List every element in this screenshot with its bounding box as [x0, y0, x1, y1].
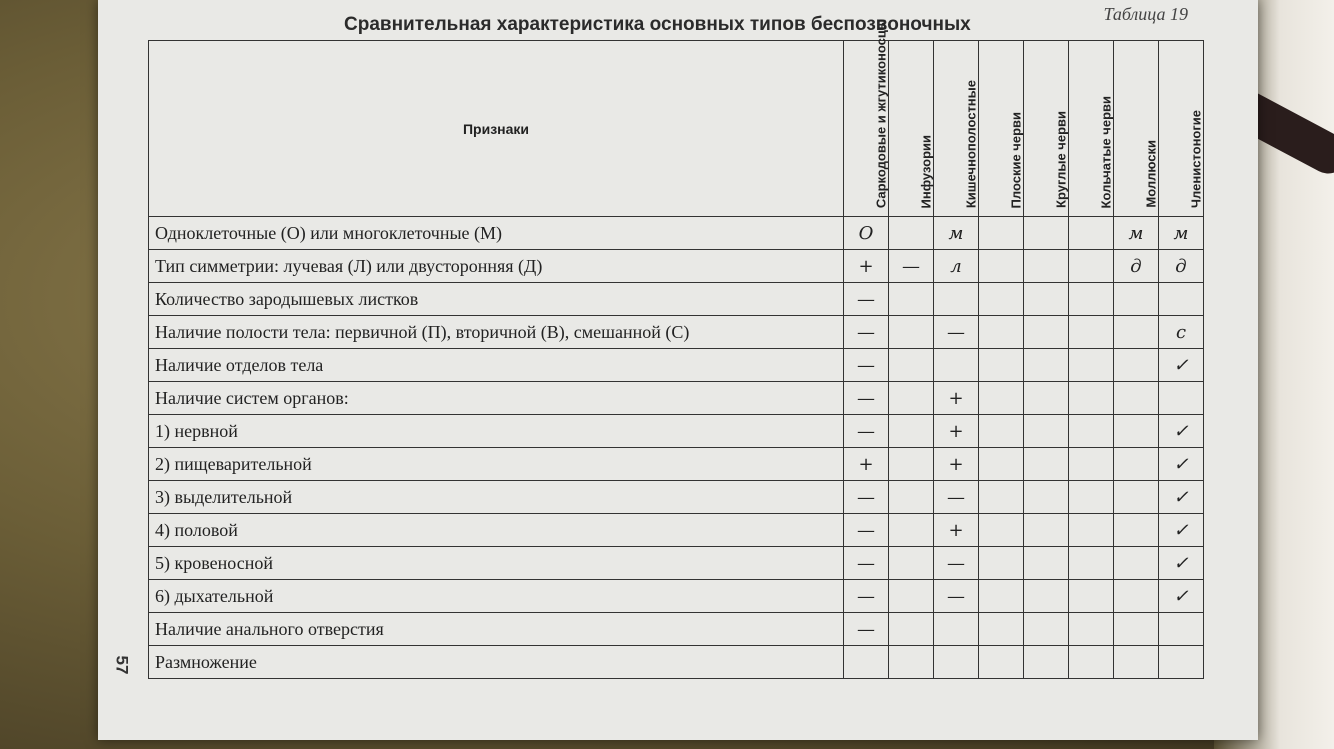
table-cell	[1069, 316, 1114, 349]
table-cell	[889, 448, 934, 481]
table-cell	[1069, 547, 1114, 580]
table-cell	[979, 448, 1024, 481]
table-cell: ✓	[1159, 415, 1204, 448]
table-cell	[1159, 646, 1204, 679]
table-cell	[934, 283, 979, 316]
table-cell: +	[844, 250, 889, 283]
table-cell: л	[934, 250, 979, 283]
table-cell	[979, 613, 1024, 646]
table-cell	[1069, 415, 1114, 448]
workbook-page	[98, 0, 1258, 740]
table-cell	[1069, 481, 1114, 514]
table-cell	[1159, 382, 1204, 415]
table-row	[149, 514, 1204, 547]
row-label: Количество зародышевых листков	[149, 283, 844, 316]
table-cell	[1159, 283, 1204, 316]
column-header-label: Плоские черви	[1008, 111, 1024, 208]
table-number: Таблица 19	[1103, 4, 1188, 24]
table-cell	[889, 547, 934, 580]
table-cell	[889, 514, 934, 547]
table-cell	[1024, 217, 1069, 250]
page-number: 57	[112, 655, 132, 675]
table-cell	[979, 415, 1024, 448]
row-label: 4) половой	[149, 514, 844, 547]
column-header-label: Кишечнополостные	[963, 79, 979, 208]
column-header	[844, 18, 889, 217]
table-cell	[844, 646, 889, 679]
table-cell	[979, 646, 1024, 679]
table-cell	[934, 646, 979, 679]
column-header-label: Членистоногие	[1188, 109, 1204, 208]
column-header-label: Инфузории	[918, 134, 934, 208]
column-header-label: Моллюски	[1143, 140, 1159, 208]
table-cell	[1024, 316, 1069, 349]
table-cell	[889, 613, 934, 646]
row-label: Размножение	[149, 646, 844, 679]
row-label: Тип симметрии: лучевая (Л) или двусторонняя (Д)	[149, 250, 844, 283]
table-cell	[1069, 217, 1114, 250]
table-cell	[1069, 382, 1114, 415]
table-row	[149, 481, 1204, 514]
table-cell: м	[934, 217, 979, 250]
table-cell	[889, 316, 934, 349]
table-cell: д	[1159, 250, 1204, 283]
table-cell: ✓	[1159, 481, 1204, 514]
table-cell: ✓	[1159, 448, 1204, 481]
table-cell	[1114, 547, 1159, 580]
row-label: Одноклеточные (О) или многоклеточные (М)	[149, 217, 844, 250]
row-label: Наличие полости тела: первичной (П), вторичной (В), смешанной (С)	[149, 316, 844, 349]
page-title: Сравнительная характеристика основных типов беспозвоночных	[344, 14, 971, 35]
table-row	[149, 646, 1204, 679]
table-cell: —	[844, 481, 889, 514]
column-header-label: Кольчатые черви	[1098, 95, 1114, 208]
table-cell	[1069, 613, 1114, 646]
table-cell	[889, 217, 934, 250]
column-header	[1159, 41, 1204, 217]
table-cell	[1069, 514, 1114, 547]
table-cell	[1114, 382, 1159, 415]
table-cell: —	[934, 547, 979, 580]
table-cell	[979, 547, 1024, 580]
table-cell: +	[934, 514, 979, 547]
table-cell	[979, 382, 1024, 415]
table-cell	[979, 217, 1024, 250]
table-cell: —	[844, 547, 889, 580]
table-cell	[1024, 481, 1069, 514]
table-cell	[889, 580, 934, 613]
row-label: Наличие систем органов:	[149, 382, 844, 415]
table-cell: ✓	[1159, 547, 1204, 580]
row-label: 6) дыхательной	[149, 580, 844, 613]
table-cell: —	[844, 415, 889, 448]
table-cell	[979, 283, 1024, 316]
table-cell	[1024, 283, 1069, 316]
table-cell: ✓	[1159, 349, 1204, 382]
table-cell	[889, 481, 934, 514]
row-label: Наличие анального отверстия	[149, 613, 844, 646]
table-cell: О	[844, 217, 889, 250]
table-row	[149, 316, 1204, 349]
table-cell	[1024, 250, 1069, 283]
table-row	[149, 613, 1204, 646]
table-cell	[1024, 580, 1069, 613]
table-row	[149, 349, 1204, 382]
column-header	[979, 41, 1024, 217]
column-header	[1114, 41, 1159, 217]
table-cell	[1114, 580, 1159, 613]
table-cell	[889, 283, 934, 316]
row-label: 2) пищеварительной	[149, 448, 844, 481]
table-cell	[1114, 316, 1159, 349]
column-header-label: Саркодовые и жгутиконосцы	[873, 18, 889, 208]
table-cell: м	[1159, 217, 1204, 250]
table-cell	[1069, 580, 1114, 613]
column-header	[889, 41, 934, 217]
table-row	[149, 415, 1204, 448]
column-header	[1024, 41, 1069, 217]
table-cell: —	[844, 514, 889, 547]
table-cell: +	[844, 448, 889, 481]
table-header-row	[149, 41, 1204, 217]
table-cell: с	[1159, 316, 1204, 349]
column-header	[1069, 41, 1114, 217]
table-row	[149, 283, 1204, 316]
table-cell	[1024, 547, 1069, 580]
table-cell: —	[844, 316, 889, 349]
table-cell: ✓	[1159, 514, 1204, 547]
table-cell: —	[844, 382, 889, 415]
row-label: Наличие отделов тела	[149, 349, 844, 382]
table-cell	[1024, 415, 1069, 448]
table-cell	[1024, 646, 1069, 679]
table-cell: —	[934, 316, 979, 349]
table-cell	[889, 349, 934, 382]
table-cell	[889, 646, 934, 679]
table-cell: —	[934, 580, 979, 613]
table-cell	[1069, 646, 1114, 679]
table-cell: +	[934, 382, 979, 415]
table-row	[149, 217, 1204, 250]
table-cell	[1024, 448, 1069, 481]
table-cell: —	[889, 250, 934, 283]
table-cell	[889, 415, 934, 448]
row-label: 1) нервной	[149, 415, 844, 448]
table-cell	[1069, 448, 1114, 481]
table-row	[149, 580, 1204, 613]
table-cell	[934, 613, 979, 646]
row-label: 3) выделительной	[149, 481, 844, 514]
table-cell: —	[844, 283, 889, 316]
row-label: 5) кровеносной	[149, 547, 844, 580]
table-cell	[1069, 250, 1114, 283]
column-header-label: Круглые черви	[1053, 111, 1069, 208]
table-cell	[889, 382, 934, 415]
table-cell	[1024, 349, 1069, 382]
table-cell	[1069, 349, 1114, 382]
table-cell: д	[1114, 250, 1159, 283]
table-cell	[1114, 415, 1159, 448]
table-row	[149, 448, 1204, 481]
table-cell	[1159, 613, 1204, 646]
table-cell	[1114, 646, 1159, 679]
table-cell	[1114, 283, 1159, 316]
table-cell	[1024, 613, 1069, 646]
table-cell	[1114, 481, 1159, 514]
table-row	[149, 547, 1204, 580]
table-cell	[1114, 514, 1159, 547]
table-cell	[979, 481, 1024, 514]
table-cell	[979, 514, 1024, 547]
table-cell: —	[844, 613, 889, 646]
table-cell	[979, 349, 1024, 382]
table-cell	[1024, 514, 1069, 547]
table-cell: м	[1114, 217, 1159, 250]
table-cell: —	[934, 481, 979, 514]
column-header	[934, 41, 979, 217]
table-cell	[1114, 448, 1159, 481]
table-cell: —	[844, 580, 889, 613]
table-cell: ✓	[1159, 580, 1204, 613]
table-row	[149, 250, 1204, 283]
table-cell	[979, 580, 1024, 613]
table-cell	[979, 316, 1024, 349]
table-cell	[934, 349, 979, 382]
table-cell: —	[844, 349, 889, 382]
table-cell	[1114, 349, 1159, 382]
features-header: Признаки	[149, 41, 844, 217]
table-cell	[1024, 382, 1069, 415]
table-cell: +	[934, 448, 979, 481]
table-cell	[1069, 283, 1114, 316]
table-body	[149, 217, 1204, 679]
table-cell	[1114, 613, 1159, 646]
table-row	[149, 382, 1204, 415]
table-cell	[979, 250, 1024, 283]
table-cell: +	[934, 415, 979, 448]
